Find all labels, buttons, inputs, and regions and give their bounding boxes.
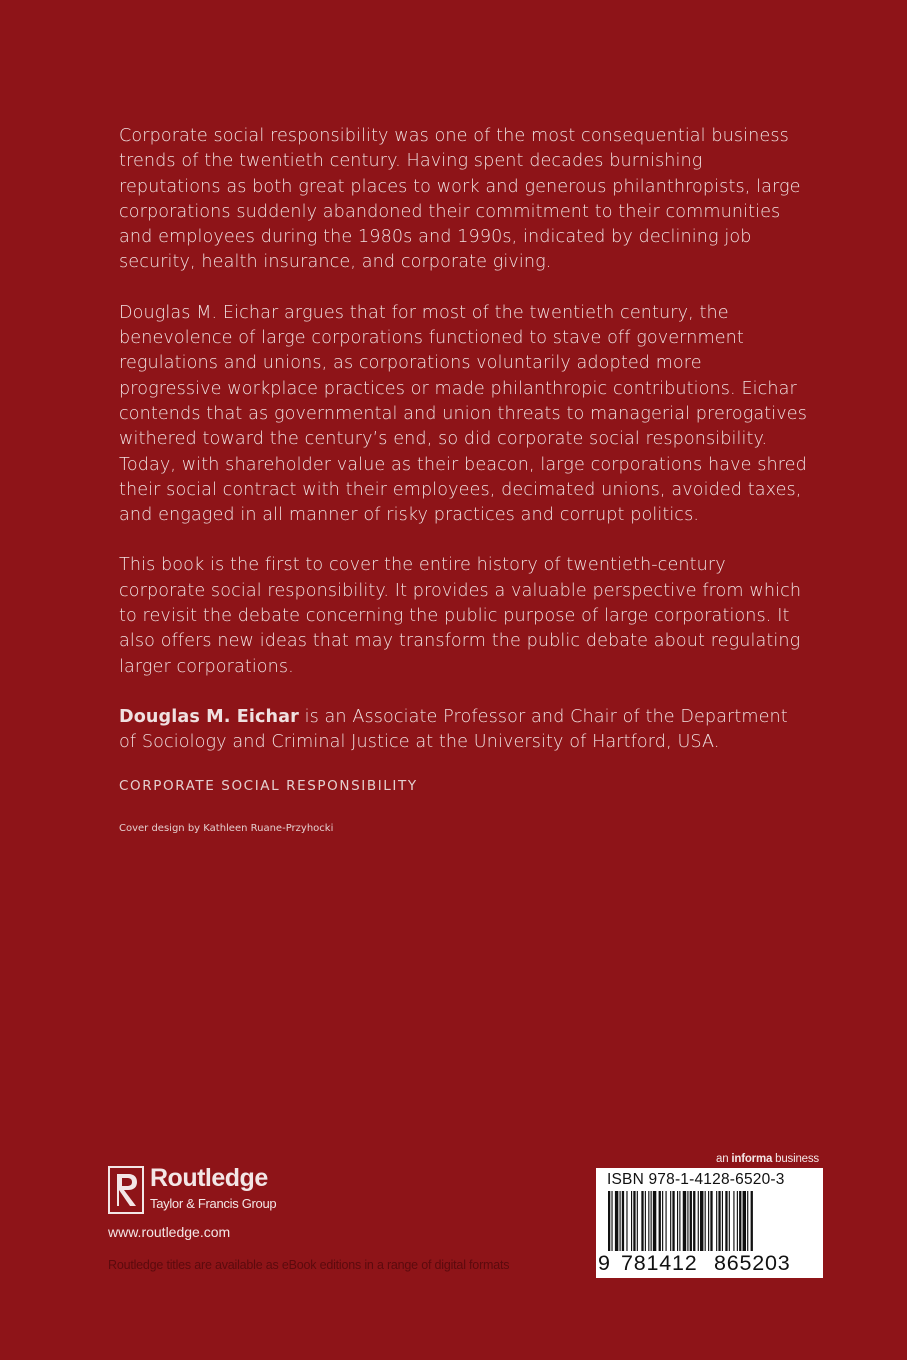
informa-suffix: business [772, 1153, 819, 1165]
blurb-paragraph-3: This book is the first to cover the entire history of twentieth-century corporate social responsibility. It provides a valuable perspective from which to revisit the debate concerning the public purpose of large corporations. It also offers new ideas that may transform the public debate about regulating larger corporations. [119, 555, 802, 677]
blurb-paragraph-1: Corporate social responsibility was one of the most consequential business trends of the twentieth century. Having spent decades burnishing reputations as both great places to work and generous philanthropists, large corporations suddenly abandoned their commitment to their communities and employees during the 1980s and 1990s, indicated by declining job security, health insurance, and corporate giving. [119, 126, 801, 273]
author-name: Douglas M. Eichar [119, 706, 299, 727]
ebook-note: Routledge titles are available as eBook editions in a range of digital formats [108, 1258, 510, 1272]
publisher-name: Routledge [150, 1164, 268, 1192]
informa-business-tag [716, 1153, 819, 1165]
author-bio-text: is an Associate Professor and Chair of the Department of Sociology and Criminal Justice at the University of Hartford, USA. [119, 706, 788, 753]
barcode-lead-digit: 9 [598, 1251, 611, 1275]
isbn-number: ISBN 978-1-4128-6520-3 [607, 1171, 785, 1188]
informa-brand: informa [731, 1153, 773, 1165]
routledge-logo [108, 1166, 308, 1216]
author-bio [119, 705, 809, 756]
cover-design-credit: Cover design by Kathleen Ruane-Przyhocki [119, 823, 334, 834]
series-title: CORPORATE SOCIAL RESPONSIBILITY [119, 778, 418, 794]
routledge-r-icon [108, 1166, 144, 1214]
blurb-paragraph-2: Douglas M. Eichar argues that for most of the twentieth century, the benevolence of large corporations functioned to stave off government regulations and unions, as corporations voluntarily adopted more progressive workplace practices or made philanthropic contributions. Eichar contends that as governmental and union threats to managerial prerogatives withered toward the century’s end, so did corporate social responsibility. Today, with shareholder value as their beacon, large corporations have shred their social contract with their employees, decimated unions, avoided taxes, and engaged in all manner of risky practices and corrupt politics. [119, 302, 807, 526]
isbn-barcode [596, 1168, 823, 1278]
blurb [119, 124, 809, 781]
barcode-group-2: 865203 [714, 1251, 791, 1275]
publisher-url: www.routledge.com [108, 1224, 231, 1240]
informa-prefix: an [716, 1153, 732, 1165]
barcode-bars [606, 1191, 811, 1251]
barcode-group-1: 781412 [621, 1251, 698, 1275]
publisher-group: Taylor & Francis Group [150, 1196, 277, 1211]
